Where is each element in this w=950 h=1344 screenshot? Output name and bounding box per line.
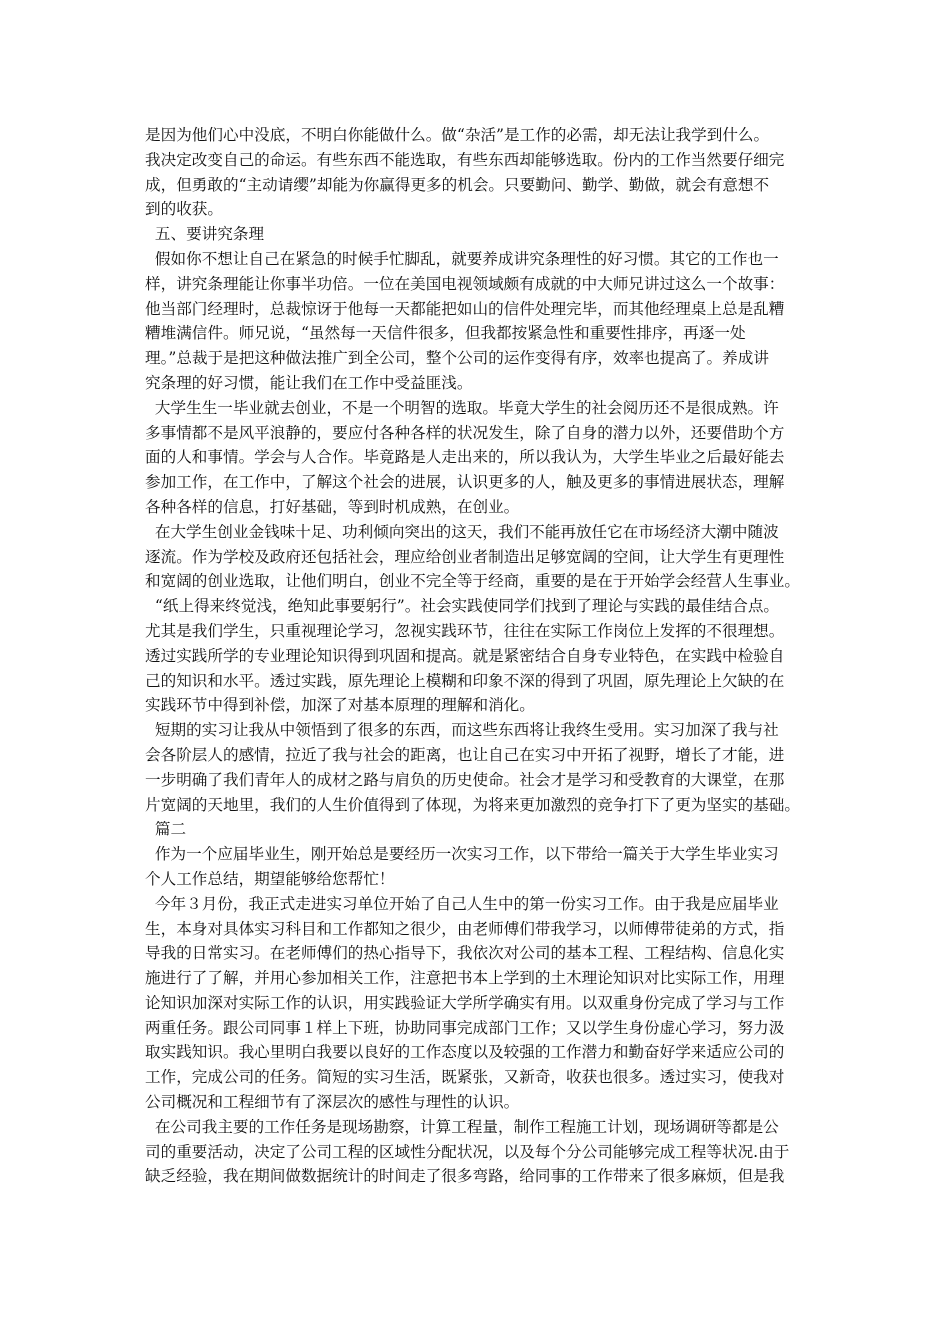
text-line: 今年３月份，我正式走进实习单位开始了自己人生中的第一份实习工作。由于我是应届毕业 xyxy=(145,894,779,913)
text-line: 我决定改变自己的命运。有些东西不能选取，有些东西却能够选取。份内的工作当然要仔细完 xyxy=(145,150,785,169)
text-line: 在公司我主要的工作任务是现场勘察，计算工程量，制作工程施工计划，现场调研等都是公 xyxy=(145,1117,779,1136)
text-line: 生，本身对具体实习科目和工作都知之很少，由老师傅们带我学习，以师傅带徒弟的方式，指 xyxy=(145,919,785,938)
text-line: 各种各样的信息，打好基础，等到时机成熟，在创业。 xyxy=(145,497,520,516)
text-line: 取实践知识。我心里明白我要以良好的工作态度以及较强的工作潜力和勤奋好学来适应公司的 xyxy=(145,1043,785,1062)
text-line: 司的重要活动，决定了公司工程的区域性分配状况，以及每个分公司能够完成工程等状况.由于 xyxy=(145,1142,790,1161)
section-heading: 五、要讲究条理 xyxy=(145,225,265,244)
text-line: 作为一个应届毕业生，刚开始总是要经历一次实习工作，以下带给一篇关于大学生毕业实习 xyxy=(145,845,779,864)
text-line: 工作，完成公司的任务。简短的实习生活，既紧张，又新奇，收获也很多。透过实习，使我对 xyxy=(145,1068,785,1087)
text-line: 是因为他们心中没底，不明白你能做什么。做“杂活”是工作的必需，却无法让我学到什么。 xyxy=(145,126,770,144)
text-line: 糟堆满信件。师兄说，“虽然每一天信件很多，但我都按紧急性和重要性排序，再逐一处 xyxy=(145,324,746,343)
text-line: 参加工作，在工作中，了解这个社会的进展，认识更多的人，触及更多的事情进展状态，理解 xyxy=(145,473,785,492)
text-line: 面的人和事情。学会与人合作。毕竟路是人走出来的，所以我认为，大学生毕业之后最好能去 xyxy=(145,448,785,467)
section-heading: 篇二 xyxy=(145,820,187,839)
text-line: 假如你不想让自己在紧急的时候手忙脚乱，就要养成讲究条理性的好习惯。其它的工作也一 xyxy=(145,249,779,268)
text-line: 两重任务。跟公司同事１样上下班，协助同事完成部门工作；又以学生身份虚心学习，努力汲 xyxy=(145,1018,785,1037)
text-line: 到的收获。 xyxy=(145,200,223,219)
text-line: 论知识加深对实际工作的认识，用实践验证大学所学确实有用。以双重身份完成了学习与工作 xyxy=(145,993,785,1012)
text-line: 会各阶层人的感情，拉近了我与社会的距离，也让自己在实习中开拓了视野，增长了才能，进 xyxy=(145,745,785,764)
text-line: 成，但勇敢的“主动请缨”却能为你赢得更多的机会。只要勤问、勤学、勤做，就会有意想不 xyxy=(145,175,770,194)
text-line: 实践环节中得到补偿，加深了对基本原理的理解和消化。 xyxy=(145,696,535,715)
text-line: 和宽阔的创业选取，让他们明白，创业不完全等于经商，重要的是在于开始学会经营人生事业。 xyxy=(145,572,800,591)
text-line: 多事情都不是风平浪静的，要应付各种各样的状况发生，除了自身的潜力以外，还要借助个方 xyxy=(145,423,785,442)
text-line: 己的知识和水平。透过实践，原先理论上模糊和印象不深的得到了巩固，原先理论上欠缺的在 xyxy=(145,671,785,690)
text-line: 导我的日常实习。在老师傅们的热心指导下，我依次对公司的基本工程、工程结构、信息化实 xyxy=(145,944,785,963)
text-line: 透过实践所学的专业理论知识得到巩固和提高。就是紧密结合自身专业特色，在实践中检验自 xyxy=(145,646,785,665)
text-line: 逐流。作为学校及政府还包括社会，理应给创业者制造出足够宽阔的空间，让大学生有更理性 xyxy=(145,547,785,566)
text-line: 样，讲究条理能让你事半功倍。一位在美国电视领域颇有成就的中大师兄讲过这么一个故事： xyxy=(145,274,785,293)
text-line: 公司概况和工程细节有了深层次的感性与理性的认识。 xyxy=(145,1093,520,1112)
text-line: 在大学生创业金钱味十足、功利倾向突出的这天，我们不能再放任它在市场经济大潮中随波 xyxy=(145,522,779,541)
text-line: 缺乏经验，我在期间做数据统计的时间走了很多弯路，给同事的工作带来了很多麻烦，但是我 xyxy=(145,1167,785,1186)
text-line: “纸上得来终觉浅，绝知此事要躬行”。社会实践使同学们找到了理论与实践的最佳结合点。 xyxy=(145,597,780,616)
text-line: 究条理的好习惯，能让我们在工作中受益匪浅。 xyxy=(145,373,473,392)
text-line: 尤其是我们学生，只重视理论学习，忽视实践环节，往往在实际工作岗位上发挥的不很理想。 xyxy=(145,621,785,640)
text-line: 他当部门经理时，总裁惊讶于他每一天都能把如山的信件处理完毕，而其他经理桌上总是乱糟 xyxy=(145,299,785,318)
text-line: 大学生生一毕业就去创业，不是一个明智的选取。毕竟大学生的社会阅历还不是很成熟。许 xyxy=(145,398,779,417)
text-line: 施进行了了解，并用心参加相关工作，注意把书本上学到的土木理论知识对比实际工作，用理 xyxy=(145,969,785,988)
document-body xyxy=(145,123,807,1189)
text-line: 个人工作总结，期望能够给您帮忙！ xyxy=(145,869,395,888)
text-line: 短期的实习让我从中领悟到了很多的东西，而这些东西将让我终生受用。实习加深了我与社 xyxy=(145,721,779,740)
text-line: 理。”总裁于是把这种做法推广到全公司，整个公司的运作变得有序，效率也提高了。养成讲 xyxy=(145,349,769,368)
text-line: 片宽阔的天地里，我们的人生价值得到了体现，为将来更加激烈的竞争打下了更为坚实的基础。 xyxy=(145,795,800,814)
text-line: 一步明确了我们青年人的成材之路与肩负的历史使命。社会才是学习和受教育的大课堂，在那 xyxy=(145,770,785,789)
